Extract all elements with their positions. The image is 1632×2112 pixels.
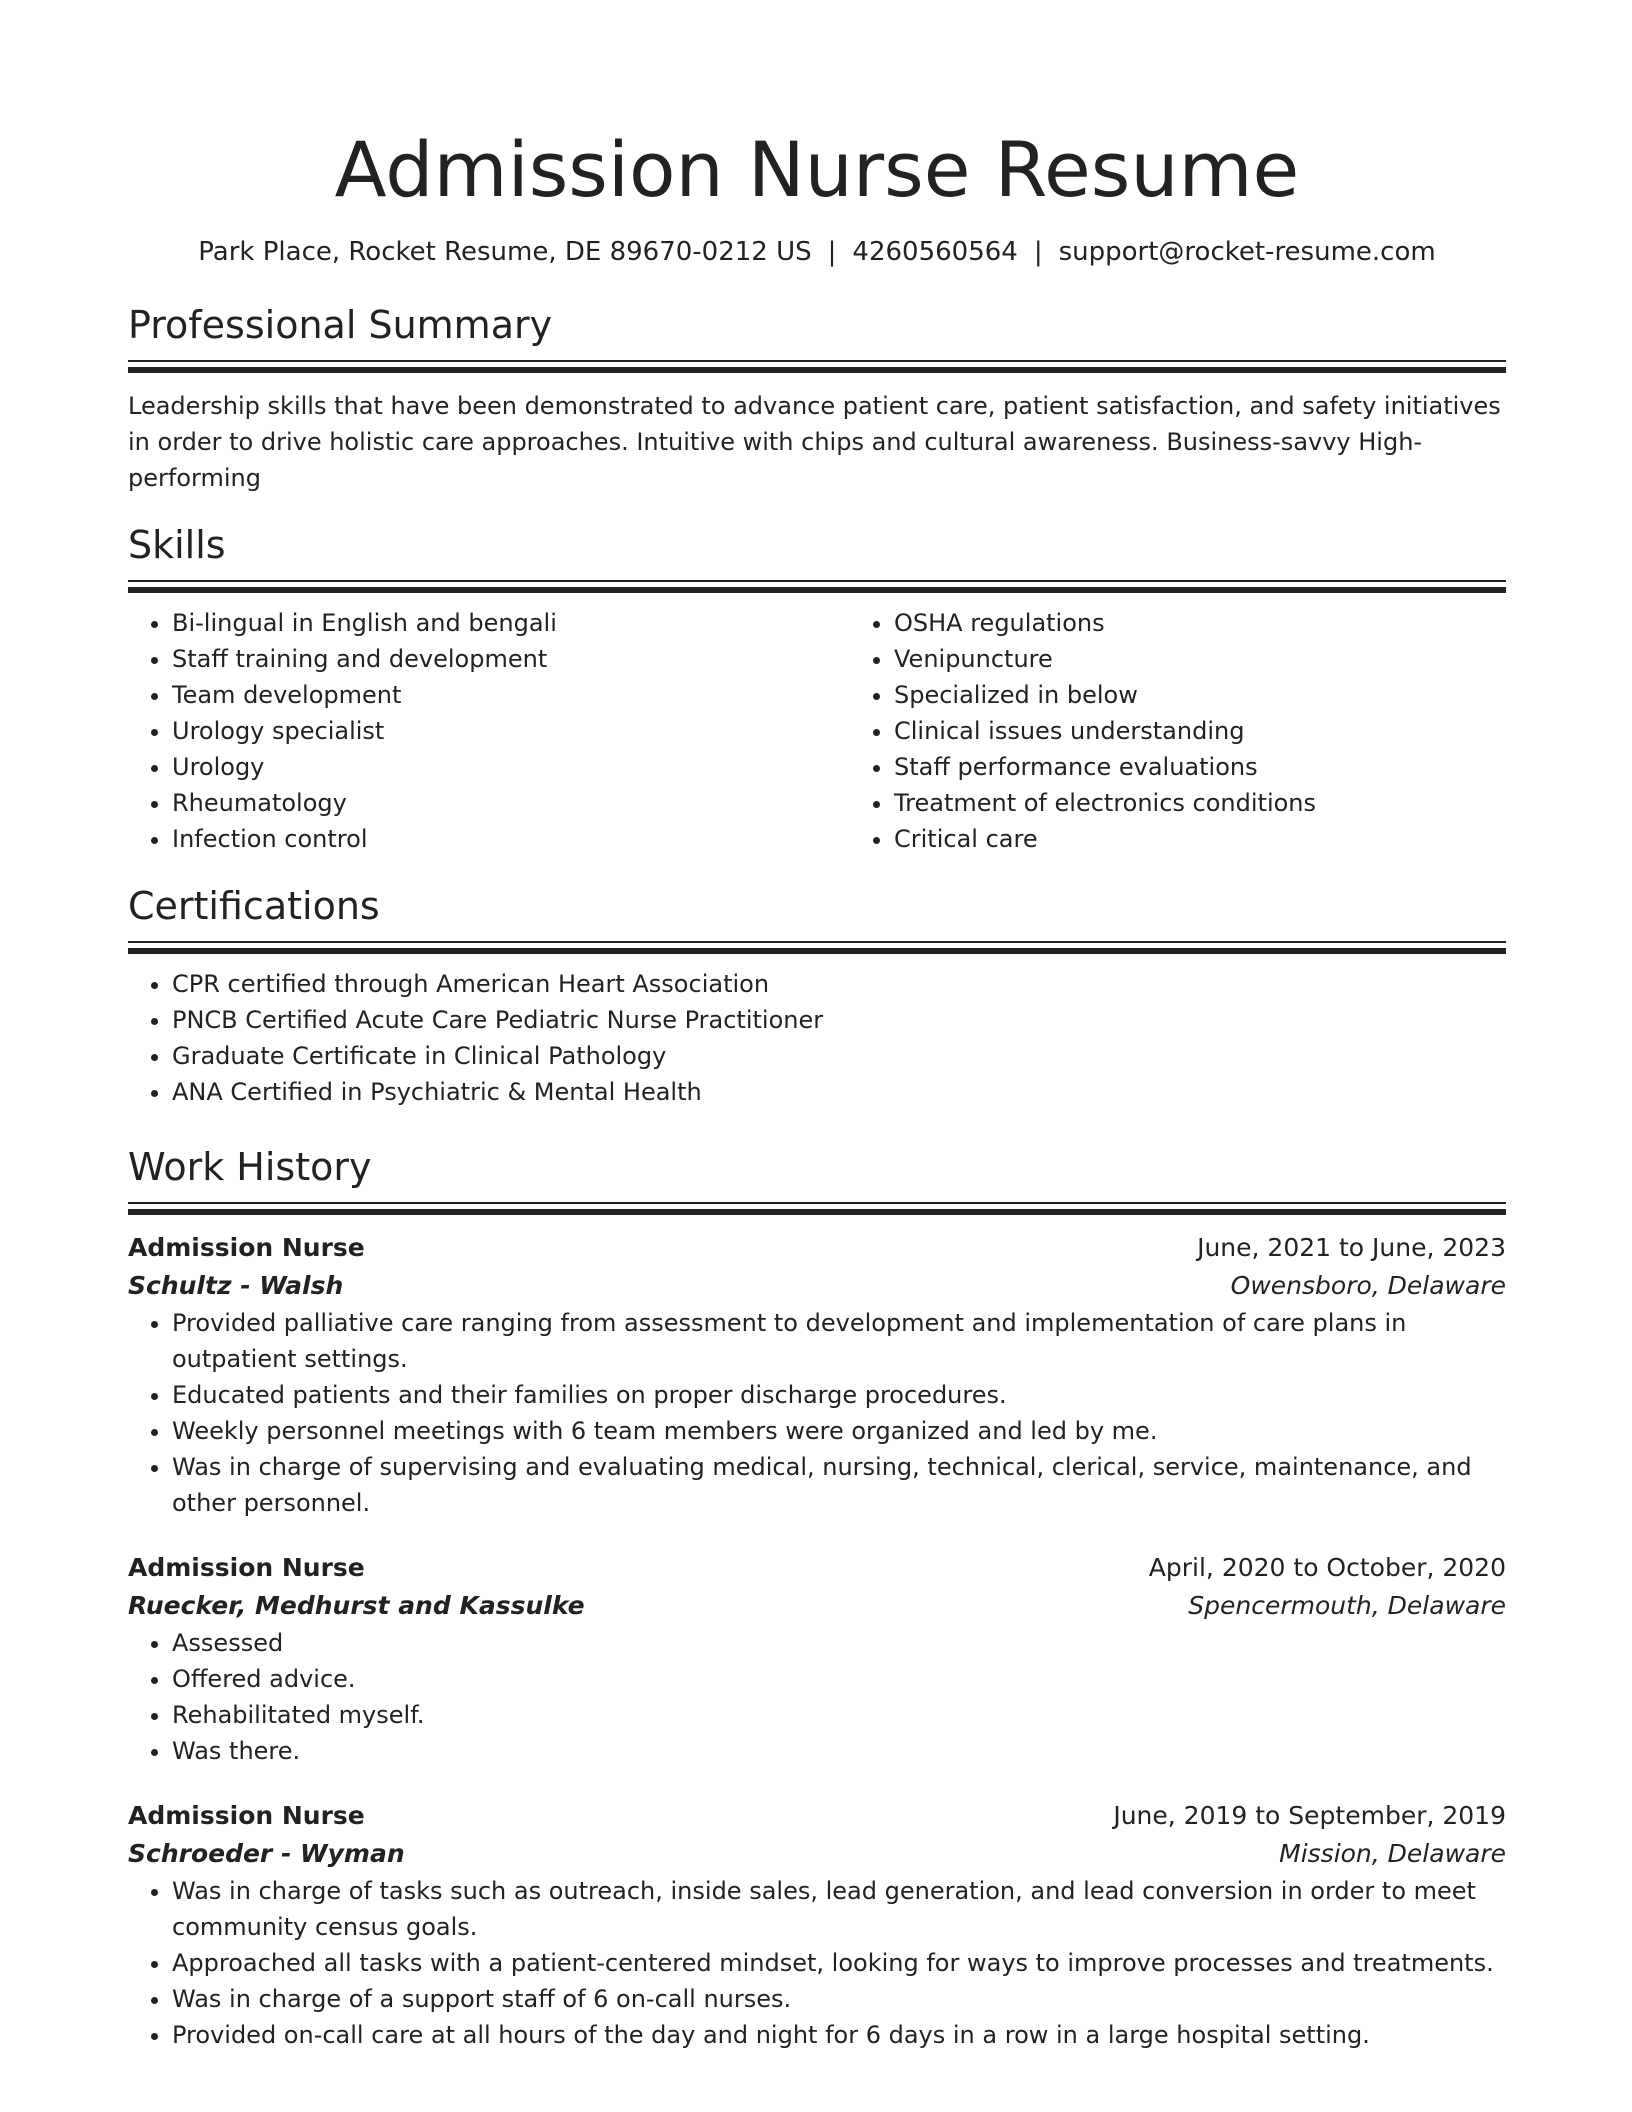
skill-item: • OSHA regulations [894,605,1572,641]
skill-item: • Rheumatology [172,785,850,821]
certification-item: • CPR certified through American Heart Association [172,966,1506,1002]
page-title: Admission Nurse Resume [334,125,1300,214]
skill-item: • Staff performance evaluations [894,749,1572,785]
job-header-row [128,1229,1506,1267]
job-title: Admission Nurse [128,1553,365,1582]
certification-item: • ANA Certified in Psychiatric & Mental Health [172,1074,1506,1110]
skill-item: • Treatment of electronics conditions [894,785,1572,821]
job-entry [128,1797,1506,2053]
contact-line [128,234,1506,270]
skill-item: • Clinical issues understanding [894,713,1572,749]
contact-phone: 4260560564 [852,237,1018,267]
job-bullet: • Was in charge of a support staff of 6 on-call nurses. [172,1981,1506,2017]
job-bullet: • Offered advice. [172,1661,1506,1697]
job-bullet: • Approached all tasks with a patient-centered mindset, looking for ways to improve processes and treatments. [172,1945,1506,1981]
job-location: Owensboro, Delaware [1230,1271,1506,1300]
section-divider [128,360,1506,373]
section-divider [128,580,1506,593]
job-header-row [128,1549,1506,1587]
job-subheader-row [128,1835,1506,1873]
contact-email: support@rocket-resume.com [1058,237,1436,267]
job-entry [128,1549,1506,1769]
job-dates: June, 2021 to June, 2023 [1197,1233,1506,1262]
job-bullet: • Was in charge of tasks such as outreach, inside sales, lead generation, and lead conversion in order to meet community census goals. [172,1873,1506,1945]
job-title: Admission Nurse [128,1801,365,1830]
skill-item: • Infection control [172,821,850,857]
job-bullets [128,1625,1506,1769]
skill-item: • Critical care [894,821,1572,857]
certification-item: • PNCB Certified Acute Care Pediatric Nurse Practitioner [172,1002,1506,1038]
section-heading-certifications: Certifications [128,884,380,928]
job-bullet: • Weekly personnel meetings with 6 team members were organized and led by me. [172,1413,1506,1449]
job-header-row [128,1797,1506,1835]
job-location: Spencermouth, Delaware [1188,1591,1506,1620]
skill-item: • Staff training and development [172,641,850,677]
job-bullets [128,1873,1506,2053]
section-heading-summary: Professional Summary [128,303,553,347]
skills-columns [128,605,1506,857]
contact-separator: | [827,237,837,267]
skills-list-left [128,605,850,857]
job-entry [128,1229,1506,1521]
contact-address: Park Place, Rocket Resume, DE 89670-0212 US [198,237,812,267]
section-heading-work-history: Work History [128,1145,372,1189]
certification-item: • Graduate Certificate in Clinical Pathology [172,1038,1506,1074]
job-bullet: • Educated patients and their families on proper discharge procedures. [172,1377,1506,1413]
job-bullet: • Provided on-call care at all hours of the day and night for 6 days in a row in a large hospital setting. [172,2017,1506,2053]
section-heading-skills: Skills [128,523,226,567]
section-divider [128,1202,1506,1215]
summary-text: Leadership skills that have been demonstrated to advance patient care, patient satisfaction, and safety initiatives in order to drive holistic care approaches. Intuitive with chips and cultural awareness. Business-savvy High-performing [128,392,1501,492]
job-company: Ruecker, Medhurst and Kassulke [128,1591,585,1620]
job-bullet: • Was there. [172,1733,1506,1769]
job-bullet: • Rehabilitated myself. [172,1697,1506,1733]
job-company: Schroeder - Wyman [128,1839,405,1868]
skill-item: • Specialized in below [894,677,1572,713]
job-company: Schultz - Walsh [128,1271,344,1300]
job-bullets [128,1305,1506,1521]
job-dates: April, 2020 to October, 2020 [1148,1553,1506,1582]
job-bullet: • Assessed [172,1625,1506,1661]
job-location: Mission, Delaware [1279,1839,1506,1868]
resume-page [128,0,1506,2053]
certifications-list [128,966,1506,1110]
skills-list-right [850,605,1572,857]
job-bullet: • Was in charge of supervising and evaluating medical, nursing, technical, clerical, service, maintenance, and other personnel. [172,1449,1506,1521]
section-divider [128,941,1506,954]
work-history-section [128,1142,1506,2053]
skills-section [128,520,1506,857]
job-subheader-row [128,1267,1506,1305]
summary-section [128,300,1506,496]
job-bullet: • Provided palliative care ranging from assessment to development and implementation of care plans in outpatient settings. [172,1305,1506,1377]
certifications-section [128,881,1506,1110]
skill-item: • Urology [172,749,850,785]
job-title: Admission Nurse [128,1233,365,1262]
skill-item: • Bi-lingual in English and bengali [172,605,850,641]
job-dates: June, 2019 to September, 2019 [1113,1801,1506,1830]
skill-item: • Venipuncture [894,641,1572,677]
job-subheader-row [128,1587,1506,1625]
skill-item: • Team development [172,677,850,713]
skill-item: • Urology specialist [172,713,850,749]
contact-separator: | [1033,237,1043,267]
